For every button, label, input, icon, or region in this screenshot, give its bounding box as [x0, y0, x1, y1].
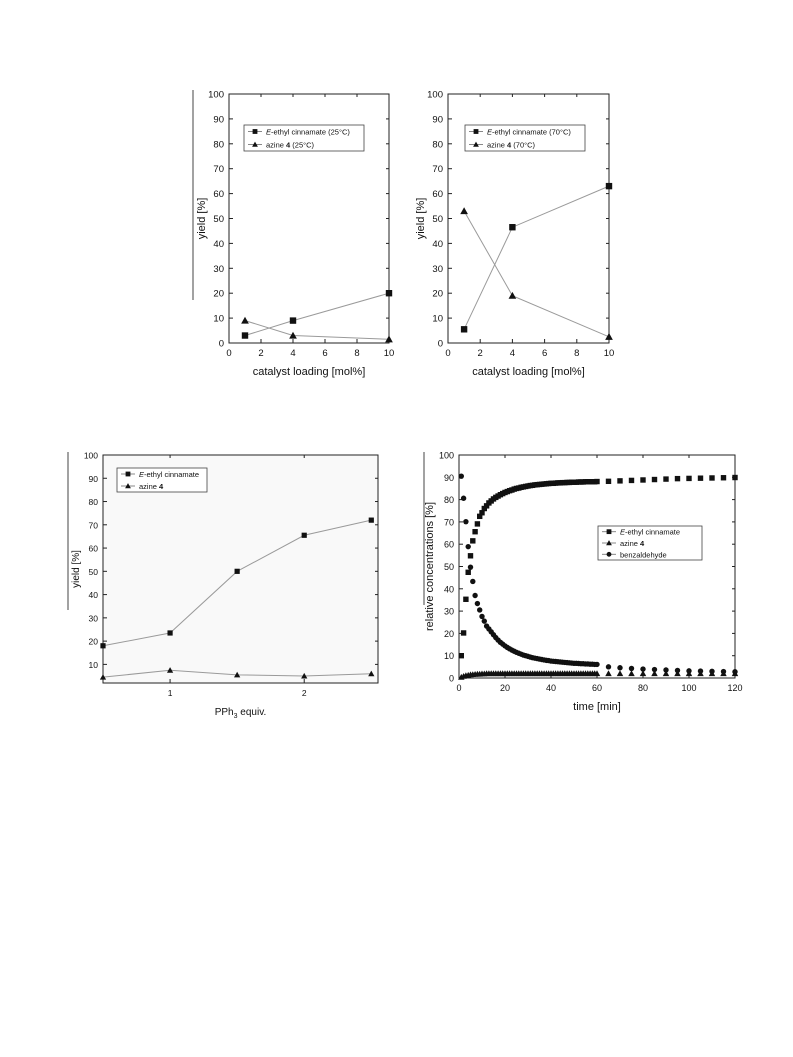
x-tick-label: 2: [477, 348, 483, 359]
x-tick-label: 80: [637, 683, 649, 693]
data-point-circle: [732, 669, 737, 674]
data-point-square: [509, 224, 515, 230]
data-point-square: [470, 538, 475, 543]
data-point-square: [652, 477, 657, 482]
y-tick-label: 80: [432, 139, 443, 151]
data-point-circle: [461, 496, 466, 501]
data-point-square: [640, 477, 645, 482]
y-tick-label: 30: [88, 613, 98, 624]
chart-4: [424, 451, 743, 714]
data-point-square: [472, 529, 477, 534]
x-axis-label: time [min]: [573, 701, 621, 713]
legend-label: azine 4: [620, 539, 645, 548]
y-tick-label: 100: [83, 450, 98, 461]
y-tick-label: 100: [208, 89, 224, 101]
y-tick-label: 60: [88, 543, 98, 554]
legend-marker-square: [126, 472, 131, 477]
data-point-circle: [606, 664, 611, 669]
data-point-square: [721, 475, 726, 480]
data-point-square: [468, 553, 473, 558]
data-point-square: [242, 332, 248, 338]
x-tick-label: 6: [322, 348, 328, 359]
data-point-circle: [686, 668, 691, 673]
y-tick-label: 50: [443, 562, 454, 572]
y-tick-label: 20: [443, 628, 454, 639]
data-point-square: [369, 518, 374, 523]
legend-label: azine 4: [139, 482, 164, 491]
x-axis-label: catalyst loading [mol%]: [252, 366, 366, 378]
legend-label: E-ethyl cinnamate: [139, 470, 200, 479]
y-tick-label: 60: [443, 539, 454, 550]
legend-label: azine 4 (25°C): [266, 140, 315, 150]
data-point-square: [686, 476, 691, 481]
legend-label: E-ethyl cinnamate (70°C): [487, 127, 571, 137]
x-tick-label: 4: [509, 348, 516, 359]
data-point-square: [290, 317, 296, 323]
data-point-square: [466, 570, 471, 575]
data-point-circle: [617, 665, 622, 670]
data-point-circle: [479, 614, 484, 619]
y-tick-label: 50: [88, 566, 98, 577]
y-tick-label: 40: [443, 584, 454, 595]
y-tick-label: 90: [88, 473, 98, 484]
y-tick-label: 70: [213, 164, 224, 176]
data-point-square: [675, 476, 680, 481]
y-tick-label: 40: [432, 238, 443, 250]
data-point-circle: [594, 662, 599, 667]
data-point-circle: [472, 593, 477, 598]
data-point-square: [617, 478, 622, 483]
y-tick-label: 30: [213, 263, 224, 275]
data-point-square: [606, 183, 612, 189]
data-point-circle: [698, 668, 703, 673]
y-axis-label: yield [%]: [196, 197, 208, 240]
legend: [465, 125, 585, 151]
data-point-circle: [459, 473, 464, 478]
legend: [117, 468, 207, 492]
y-tick-label: 10: [443, 651, 454, 662]
y-tick-label: 20: [88, 636, 98, 647]
data-point-circle: [709, 669, 714, 674]
data-point-square: [698, 475, 703, 480]
data-point-circle: [652, 667, 657, 672]
data-point-square: [732, 475, 737, 480]
legend-label: E-ethyl cinnamate (25°C): [266, 127, 350, 137]
x-tick-label: 120: [727, 683, 743, 693]
y-tick-label: 10: [88, 659, 98, 670]
legend-label: E-ethyl cinnamate: [620, 527, 681, 537]
data-point-circle: [663, 667, 668, 672]
y-tick-label: 10: [213, 313, 224, 325]
x-tick-label: 10: [603, 348, 615, 359]
data-point-square: [463, 597, 468, 602]
legend-marker-square: [253, 129, 258, 134]
y-axis-label: relative concentrations [%]: [424, 501, 436, 632]
x-tick-label: 60: [591, 683, 603, 693]
legend-marker-square: [607, 529, 612, 534]
data-point-circle: [482, 618, 487, 623]
x-tick-label: 40: [545, 683, 557, 693]
data-point-circle: [475, 601, 480, 606]
y-tick-label: 30: [432, 263, 443, 275]
data-point-square: [475, 521, 480, 526]
data-point-circle: [640, 666, 645, 671]
x-tick-label: 8: [354, 348, 360, 359]
data-point-square: [629, 478, 634, 483]
data-point-circle: [468, 564, 473, 569]
data-point-circle: [463, 519, 468, 524]
data-point-square: [459, 653, 464, 658]
x-tick-label: 8: [574, 348, 580, 359]
y-tick-label: 90: [443, 472, 454, 483]
y-tick-label: 60: [432, 189, 443, 201]
data-point-circle: [477, 607, 482, 612]
y-tick-label: 70: [432, 164, 443, 176]
y-tick-label: 50: [213, 214, 224, 225]
y-tick-label: 100: [427, 89, 443, 101]
x-tick-label: 100: [681, 683, 697, 693]
x-tick-label: 6: [541, 348, 548, 359]
data-point-square: [302, 533, 307, 538]
chart-2: [415, 90, 614, 379]
x-axis-label: catalyst loading [mol%]: [472, 366, 585, 378]
y-axis-label: yield [%]: [415, 197, 427, 240]
x-tick-label: 1: [167, 688, 173, 698]
y-tick-label: 80: [443, 495, 454, 506]
y-tick-label: 10: [432, 313, 443, 325]
legend: [598, 526, 702, 560]
data-point-square: [461, 326, 467, 332]
y-tick-label: 70: [443, 517, 454, 528]
legend-marker-square: [474, 129, 479, 134]
y-tick-label: 20: [213, 288, 224, 300]
y-tick-label: 70: [88, 520, 98, 531]
y-tick-label: 90: [213, 114, 224, 126]
chart-3: [68, 451, 378, 721]
x-tick-label: 0: [445, 348, 451, 359]
x-tick-label: 0: [226, 348, 232, 359]
y-tick-label: 40: [213, 238, 224, 250]
data-point-square: [709, 475, 714, 480]
data-point-square: [594, 479, 599, 484]
x-tick-label: 4: [290, 348, 296, 359]
data-point-square: [461, 630, 466, 635]
y-tick-label: 60: [213, 189, 224, 201]
data-point-square: [663, 476, 668, 481]
x-tick-label: 2: [258, 348, 264, 359]
x-axis-label: PPh$_3$ equiv.: [214, 707, 267, 720]
y-tick-label: 30: [443, 606, 454, 617]
legend-label: azine 4 (70°C): [487, 140, 536, 150]
y-tick-label: 80: [213, 139, 224, 151]
data-point-circle: [629, 666, 634, 671]
y-tick-label: 80: [88, 497, 98, 508]
data-point-square: [606, 479, 611, 484]
y-tick-label: 0: [218, 338, 224, 350]
data-point-square: [386, 290, 392, 296]
y-tick-label: 0: [437, 338, 443, 350]
y-tick-label: 40: [88, 590, 98, 601]
x-tick-label: 0: [456, 683, 462, 693]
data-point-circle: [470, 579, 475, 584]
legend: [244, 125, 364, 151]
data-point-square: [100, 643, 105, 648]
y-tick-label: 50: [432, 214, 443, 225]
y-tick-label: 90: [432, 114, 443, 126]
x-tick-label: 2: [301, 688, 307, 698]
chart-1: [193, 90, 394, 379]
data-point-square: [167, 630, 172, 635]
legend-label: benzaldehyde: [620, 550, 667, 560]
data-point-circle: [675, 668, 680, 673]
y-tick-label: 100: [438, 450, 454, 461]
data-point-circle: [466, 544, 471, 549]
data-point-square: [235, 569, 240, 574]
y-tick-label: 20: [432, 288, 443, 300]
x-tick-label: 20: [499, 683, 511, 693]
y-tick-label: 0: [448, 673, 454, 684]
x-tick-label: 10: [383, 348, 395, 359]
legend-marker-circle: [607, 552, 612, 557]
y-axis-label: yield [%]: [71, 550, 82, 588]
data-point-circle: [721, 669, 726, 674]
